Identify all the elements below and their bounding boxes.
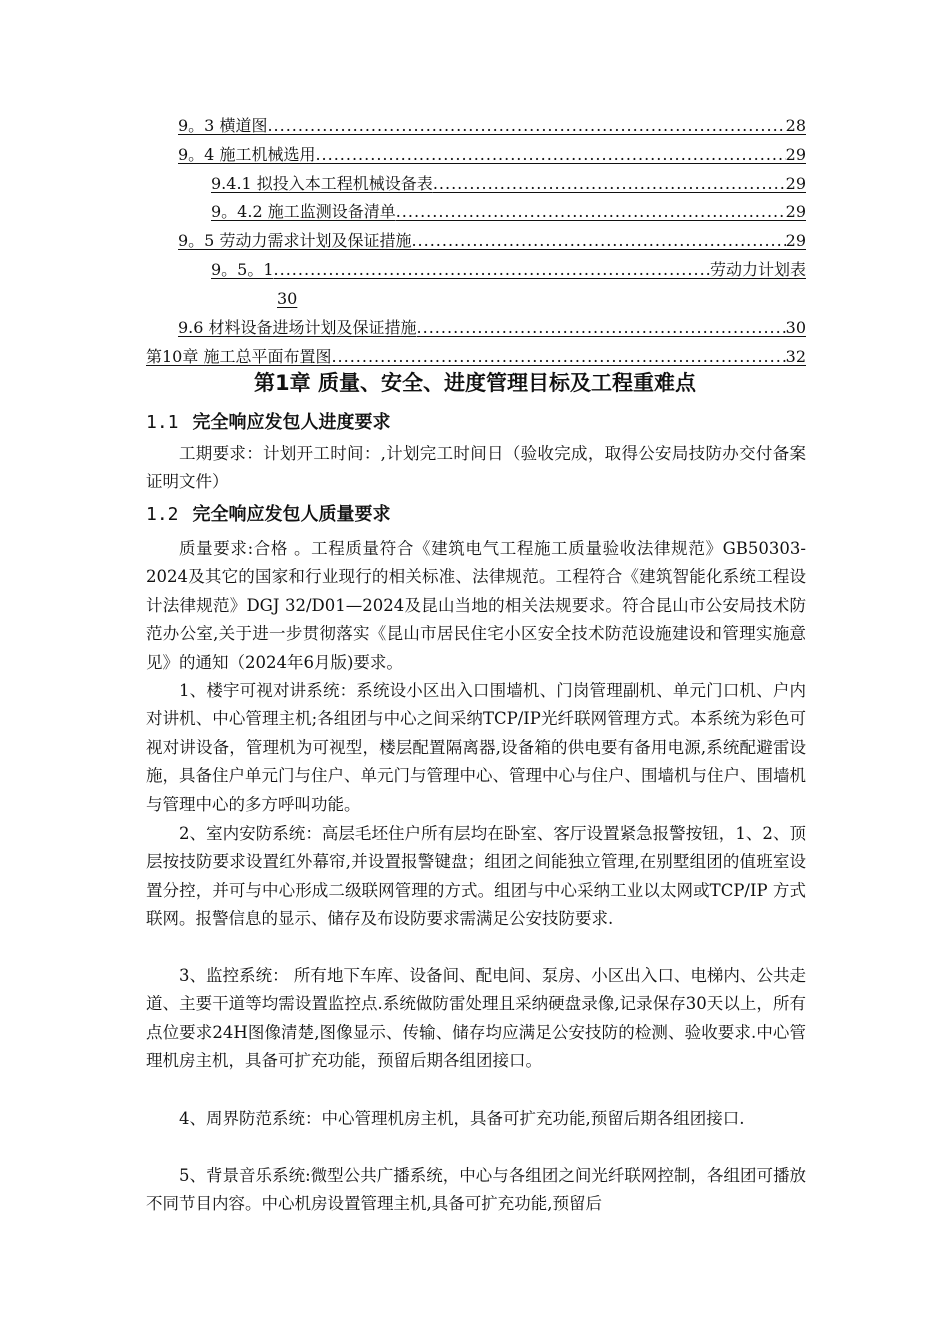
toc-entry-page: 劳动力计划表 [709,260,806,279]
toc-leader-dots [417,318,786,338]
toc-entry-title: 第10章 施工总平面布置图 [146,347,332,366]
section-number: 1.2 [146,504,179,525]
toc-entry-title: 9。5 劳动力需求计划及保证措施 [178,231,412,250]
section-heading-1-1 [146,410,391,436]
toc-entry-9-4-1[interactable] [211,170,806,194]
toc-leader-dots [331,347,785,367]
chapter-title: 第1章 质量、安全、进度管理目标及工程重难点 [254,371,696,395]
toc-entry-title: 9。4.2 施工监测设备清单 [211,202,396,221]
toc-entry-title: 9。3 横道图 [178,116,268,135]
toc-entry-page: 29 [785,174,806,193]
toc-entry-9-4-2[interactable] [211,198,806,222]
toc-entry-title: 9.4.1 拟投入本工程机械设备表 [211,174,433,193]
toc-entry-page: 29 [785,231,806,250]
toc-entry-page: 30 [277,289,298,308]
toc-entry-page: 29 [785,202,806,221]
toc-entry-9-5[interactable] [178,227,806,251]
toc-leader-dots [433,174,786,194]
paragraph-perimeter-system: 4、周界防范系统：中心管理机房主机，具备可扩充功能,预留后期各组团接口. [179,1109,745,1128]
toc-entry-page: 28 [785,116,806,135]
toc-leader-dots [315,145,785,165]
toc-leader-dots [396,202,786,222]
toc-entry-9-4[interactable] [178,141,806,165]
paragraph-monitoring-system: 3、监控系统： 所有地下车库、设备间、配电间、泵房、小区出入口、电梯内、公共走道、主要干道等均需设置监控点.系统做防雷处理且采纳硬盘录像,记录保存30天以上，所有点位要求24H图像清楚,图像显示、传输、储存均应满足公安技防的检测、验收要求.中心管理机房主机，具备可扩充功能，预留后期各组团接口。 [146,966,806,1071]
paragraph-schedule-requirement: 工期要求：计划开工时间：,计划完工时间日（验收完成，取得公安局技防办交付备案证明文件） [146,444,806,492]
section-heading-1-2 [146,502,391,528]
toc-leader-dots [274,260,710,280]
toc-leader-dots [411,231,785,251]
section-title: 完全响应发包人质量要求 [192,504,391,525]
toc-entry-chapter-10[interactable] [146,343,806,367]
toc-entry-9-5-1-continued[interactable] [211,285,301,309]
paragraph-indoor-security-system: 2、室内安防系统：高层毛坯住户所有层均在卧室、客厅设置紧急报警按钮，1、2、顶层按技防要求设置红外幕帘,并设置报警键盘；组团之间能独立管理,在别墅组团的值班室设置分控，并可与中心形成二级联网管理的方式。组团与中心采纳工业以太网或TCP/IP 方式联网。报警信息的显示、储存及布设防要求需满足公安技防要求. [146,824,806,929]
toc-entry-title: 9。5。1 [211,260,274,279]
toc-entry-9-6[interactable] [178,314,806,338]
toc-leader-dots [267,116,785,136]
paragraph-quality-requirement: 质量要求:合格 。工程质量符合《建筑电气工程施工质量验收法律规范》GB50303-2024及其它的国家和行业现行的相关标准、法律规范。工程符合《建筑智能化系统工程设计法律规范》DGJ 32/D01—2024及昆山当地的相关法规要求。符合昆山市公安局技术防范办公室,关于进一步贯彻落实《昆山市居民住宅小区安全技术防范设施建设和管理实施意见》的通知（2024年6月版)要求。 [146,539,806,672]
section-title: 完全响应发包人进度要求 [192,412,391,433]
toc-entry-9-3[interactable] [178,112,806,136]
paragraph-intercom-system: 1、楼宇可视对讲系统：系统设小区出入口围墙机、门岗管理副机、单元门口机、户内对讲机、中心管理主机;各组团与中心之间采纳TCP/IP光纤联网管理方式。本系统为彩色可视对讲设备，管理机为可视型，楼层配置隔离器,设备箱的供电要有备用电源,系统配避雷设施，具备住户单元门与住户、单元门与管理中心、管理中心与住户、围墙机与住户、围墙机与管理中心的多方呼叫功能。 [146,681,806,814]
toc-entry-9-5-1[interactable] [211,256,806,280]
toc-entry-page: 29 [785,145,806,164]
toc-entry-title: 9。4 施工机械选用 [178,145,316,164]
toc-entry-page: 32 [785,347,806,366]
section-number: 1.1 [146,412,179,433]
toc-entry-page: 30 [785,318,806,337]
paragraph-background-music-system: 5、背景音乐系统:微型公共广播系统，中心与各组团之间光纤联网控制，各组团可播放不同节目内容。中心机房设置管理主机,具备可扩充功能,预留后 [146,1166,806,1214]
toc-entry-title: 9.6 材料设备进场计划及保证措施 [178,318,417,337]
